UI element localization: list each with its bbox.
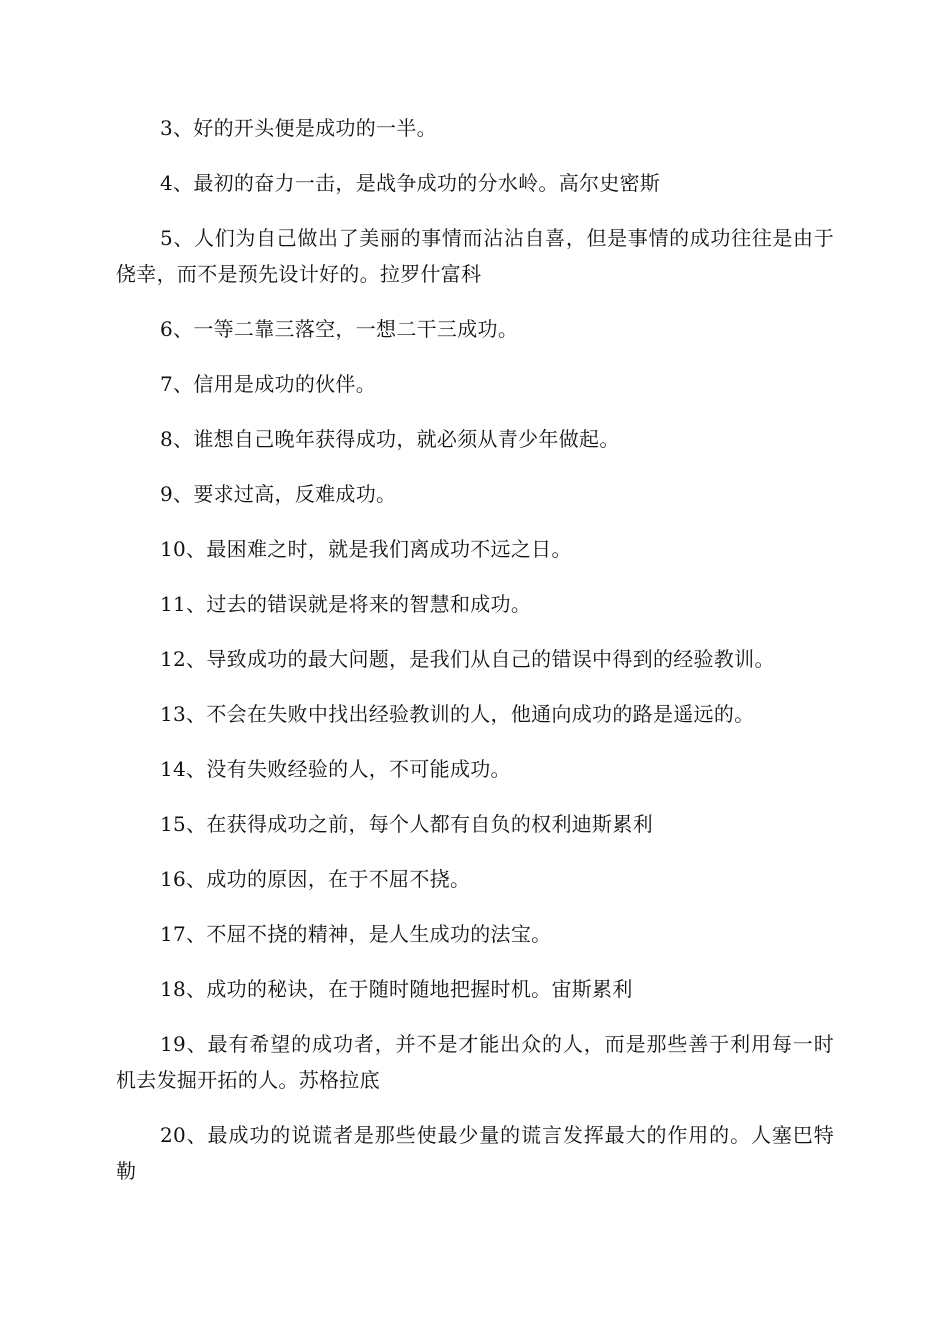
quote-paragraph: 15、在获得成功之前，每个人都有自负的权利迪斯累利: [160, 812, 653, 836]
quote-paragraph: 12、导致成功的最大问题，是我们从自己的错误中得到的经验教训。: [160, 647, 775, 671]
quote-paragraph: 9、要求过高，反难成功。: [160, 482, 397, 506]
quote-paragraph: 11、过去的错误就是将来的智慧和成功。: [160, 592, 532, 616]
quote-paragraph: 7、信用是成功的伙伴。: [160, 372, 377, 396]
quote-paragraph: 16、成功的原因，在于不屈不挠。: [160, 867, 471, 891]
quote-paragraph: 10、最困难之时，就是我们离成功不远之日。: [160, 537, 572, 561]
quote-paragraph: 4、最初的奋力一击，是战争成功的分水岭。高尔史密斯: [160, 171, 661, 195]
quote-paragraph: 14、没有失败经验的人，不可能成功。: [160, 757, 511, 781]
quote-paragraph: 13、不会在失败中找出经验教训的人，他通向成功的路是遥远的。: [160, 702, 755, 726]
quote-paragraph: 5、人们为自己做出了美丽的事情而沾沾自喜，但是事情的成功往往是由于侥幸，而不是预先设计好的。拉罗什富科: [116, 226, 834, 286]
quote-paragraph: 8、谁想自己晚年获得成功，就必须从青少年做起。: [160, 427, 620, 451]
quote-paragraph: 6、一等二靠三落空，一想二干三成功。: [160, 317, 519, 341]
quote-paragraph: 17、不屈不挠的精神，是人生成功的法宝。: [160, 922, 552, 946]
quote-paragraph: 19、最有希望的成功者，并不是才能出众的人，而是那些善于利用每一时机去发掘开拓的人。苏格拉底: [116, 1032, 834, 1092]
quote-paragraph: 18、成功的秘诀，在于随时随地把握时机。宙斯累利: [160, 977, 633, 1001]
quote-paragraph: 3、好的开头便是成功的一半。: [160, 116, 437, 140]
document-body: [116, 110, 834, 1208]
quote-paragraph: 20、最成功的说谎者是那些使最少量的谎言发挥最大的作用的。人塞巴特勒: [116, 1123, 834, 1183]
